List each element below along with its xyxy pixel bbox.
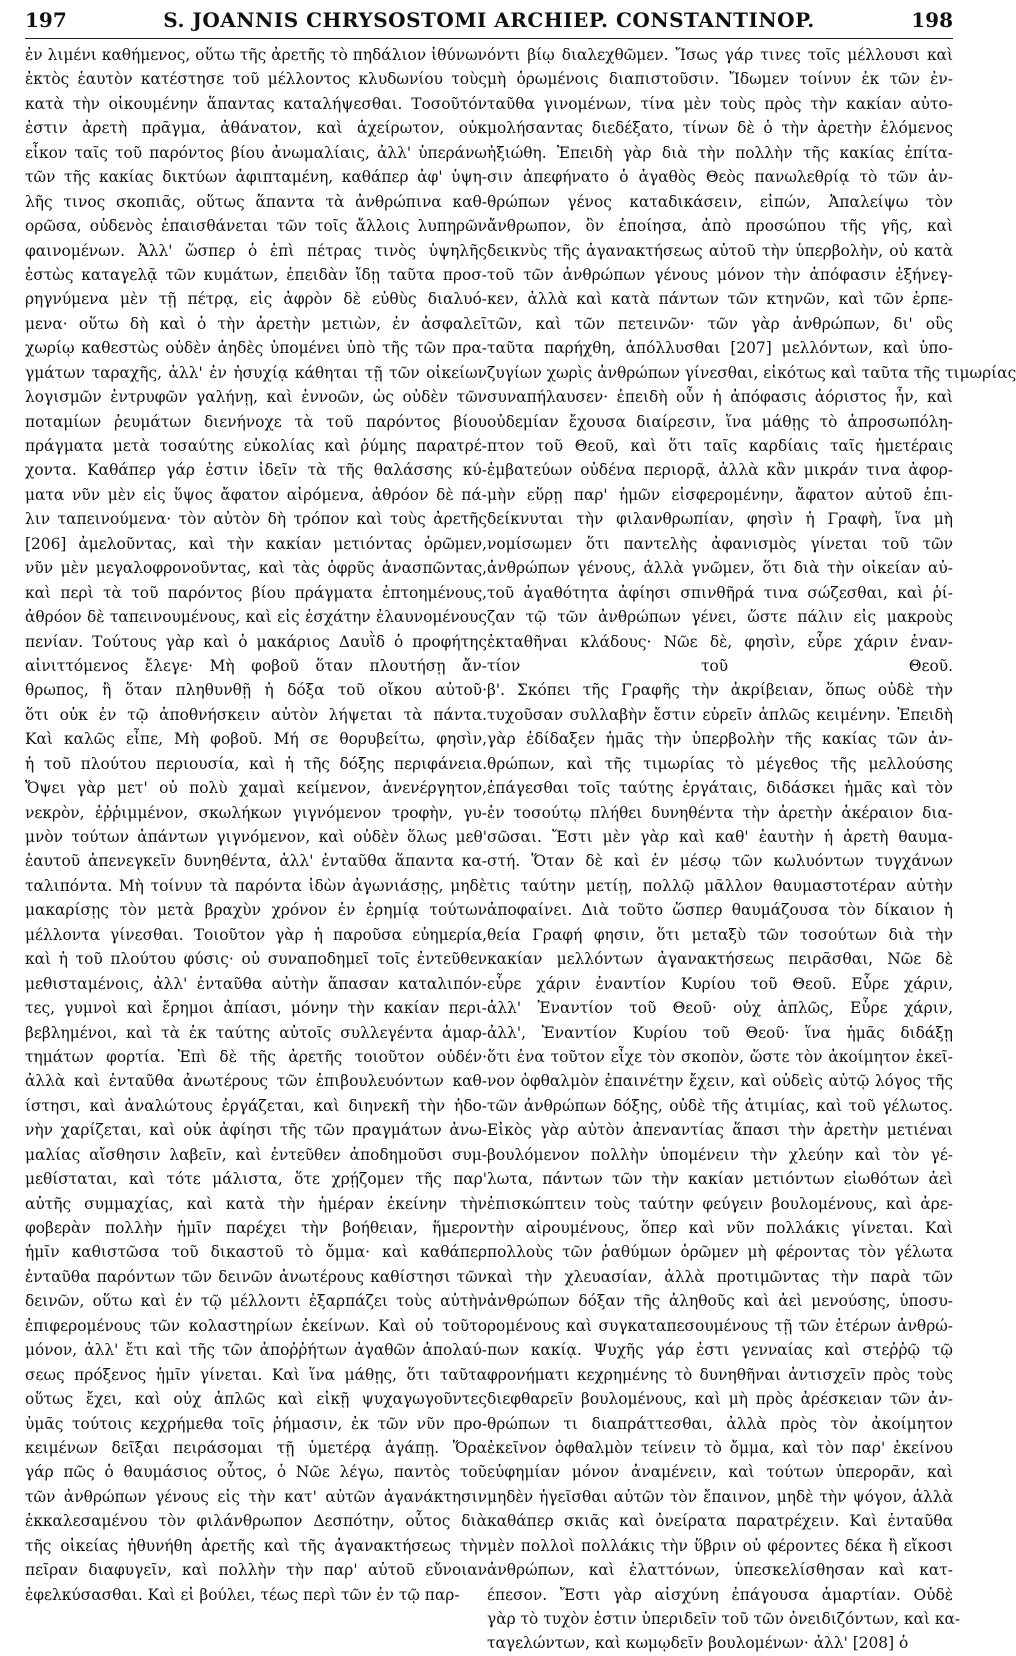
text-line: β'. Σκόπει τῆς Γραφῆς τὴν ἀκρίβειαν, ὅπως οὐδὲ τὴν — [487, 681, 953, 700]
text-line: ἀλλ', Ἐναντίον Κυρίου τοῦ Θεοῦ· ἵνα ἡμᾶς διδάξῃ — [487, 1023, 953, 1042]
text-line: γὰρ τὸ τυχὸν ἐστιν ὑπεριδεῖν τοῦ τῶν ὀνειδιζόντων, καὶ κα- — [487, 1610, 961, 1628]
left-column — [25, 43, 487, 1656]
text-line: θεία Γραφή φησιν, ὅτι μεταξὺ τῶν τοσούτων διὰ τὴν — [487, 925, 953, 944]
text-line: δεινῶν, οὕτω καὶ ἐν τῷ μέλλοντι ἐξαρπάζει τοὺς αὐτὴν — [25, 1292, 487, 1311]
text-line: ἐκεῖνον ὀφθαλμὸν τείνειν τὸ ὄμμα, καὶ τὸν παρ' ἐκείνου — [487, 1438, 953, 1457]
text-line: νὴν χαρίζεται, καὶ οὐκ ἀφίησι τῆς τῶν πραγμάτων ἀνω- — [25, 1121, 487, 1140]
text-line: μαλίας αἴσθησιν λαβεῖν, καὶ ἐντεῦθεν ἀποδημοῦσι συμ- — [25, 1145, 487, 1164]
text-line: ἐφελκύσασθαι. Καὶ εἰ βούλει, τέως περὶ τῶν ἐν τῷ παρ- — [25, 1585, 460, 1604]
text-line: ἐπισκώπτειν τοὺς ταύτην φεύγειν βουλομένους, καὶ ἀρε- — [487, 1194, 953, 1213]
text-line: ίστησι, καὶ ἀναλώτους ἐργάζεται, καὶ διηνεκῆ τὴν ἡδο- — [25, 1096, 487, 1115]
text-line: ορῶσα, οὐδενὸς ἐπαισθάνεται τῶν τοῖς ἄλλοις λυπηρῶν — [25, 217, 487, 236]
text-line: ἠξιώθη. Ἐπειδὴ γὰρ διὰ τὴν πολλὴν τῆς κακίας ἐπίτα- — [487, 143, 953, 162]
text-line: νεκρὸν, ἐῤῥιμμένον, σκωλήκων γιγνόμενον τροφὴν, γυ- — [25, 803, 487, 822]
text-line: μνὸν τούτων ἁπάντων γιγνόμενον, καὶ οὐδὲν ὅλως μεθ' — [25, 828, 487, 846]
text-line: λῆς τινος σκοπιᾶς, οὕτως ἅπαντα τὰ ἀνθρώπινα καθ- — [25, 192, 487, 211]
text-line: ὑμᾶς τούτοις κεχρήμεθα τοῖς ῥήμασιν, ἐκ τῶν νῦν προ- — [25, 1414, 487, 1433]
text-line: ταγελώντων, καὶ κωμῳδεῖν βουλομένων· ἀλλ' [208] ὁ — [487, 1634, 909, 1653]
text-line: Ὄψει γὰρ μετ' οὐ πολὺ χαμαὶ κείμενον, ἀνενέργητον, — [25, 779, 487, 798]
text-line: πων κακίᾳ. Ψυχῆς γάρ ἐστι γενναίας καὶ στεῤῥῷ τῷ — [487, 1341, 953, 1360]
text-line: έπεσον. Ἔστι γὰρ αἰσχύνη ἐπάγουσα ἁμαρτίαν. Οὐδὲ — [487, 1585, 953, 1604]
text-line: θρώπων γένος καταδικάσειν, εἰπών, Ἀπαλείψω τὸν — [487, 192, 953, 211]
text-line: τίον τοῦ Θεοῦ. — [487, 656, 953, 675]
text-line: λιν ταπεινούμενα· τὸν αὐτὸν δὴ τρόπον καὶ τοὺς ἀρετῆς — [25, 510, 487, 529]
text-line: ἐστιν ἀρετὴ πρᾶγμα, ἀθάνατον, καὶ ἀχείρωτον, οὐκ — [25, 119, 487, 138]
text-line: συναπήλαυσεν· ἐπειδὴ οὖν ἡ ἀπόφασις ἀόριστος ἦν, καὶ — [487, 388, 953, 407]
text-line: διεφθαρεῖν βουλομένους, καὶ μὴ πρὸς ἀρέσκειαν τῶν ἀν- — [487, 1390, 953, 1409]
text-line: τῶν τῆς κακίας δικτύων ἀφιπταμένη, καθάπερ ἀφ' ὑψη- — [25, 168, 487, 187]
text-columns — [25, 43, 1016, 1656]
text-line: ἀνθρώπων, καὶ ἐλαττόνων, ὑπεσκελίσθησαν καὶ κατ- — [487, 1561, 953, 1580]
text-line: ἐκτὸς ἑαυτὸν κατέστησε τοῦ μέλλοντος κλυδωνίου τοὺς — [25, 70, 487, 89]
text-line: ταλιπόντα. Μὴ τοίνυν τὰ παρόντα ἰδὼν ἀγωνιάσῃς, μηδὲ — [25, 876, 487, 895]
text-line: τὴν αἱρουμένους, ὅπερ καὶ νῦν πολλάκις γίνεται. Καὶ — [487, 1219, 953, 1237]
text-line: τῶν, καὶ τῶν πετεινῶν· τῶν γὰρ ἀνθρώπων, δι' οὓς — [487, 314, 953, 333]
text-line: ἐμβατεύων οὐδένα περιορᾷ, ἀλλὰ κἂν μικράν τινα ἀφορ- — [487, 461, 953, 480]
text-line: μὲν πολλοὶ πολλάκις τὴν ὕβριν οὐ φέροντες δέκα ἢ εἴκοσι — [487, 1536, 953, 1555]
text-line: καθάπερ σκιᾶς καὶ ὀνείρατα παρατρέχειν. Καὶ ἐνταῦθα — [487, 1512, 953, 1531]
text-line: μεθίσταται, καὶ τότε μάλιστα, ὅτε χρῄζομεν τῆς παρ' — [25, 1170, 487, 1189]
text-line: πράγματα μετὰ τοσαύτης εὐκολίας καὶ ῥύμης παρατρέ- — [25, 437, 487, 455]
text-line: αὐτῆς συμμαχίας, καὶ κατὰ τὴν ἡμέραν ἐκείνην τὴν — [25, 1194, 487, 1213]
text-line: κατὰ τὴν οἰκουμένην ἅπαντας καταλήψεσθαι. Τοσοῦτόν — [25, 94, 487, 113]
text-line: μενα· οὕτω δὴ καὶ ὁ τὴν ἀρετὴν μετιὼν, ἐν ἀσφαλεῖ — [25, 314, 487, 333]
text-line: ζαν τῷ τῶν ἀνθρώπων γένει, ὥστε πάλιν εἰς μακροὺς — [487, 608, 953, 627]
text-line: καὶ περὶ τὰ τοῦ παρόντος βίου πράγματα ἐπτοημένους, — [25, 583, 487, 602]
text-line: κειμένων δεῖξαι πειράσομαι τῇ ὑμετέρᾳ ἀγάπῃ. Ὅρα — [25, 1438, 487, 1457]
text-line: οὐδεμίαν ἔχουσα διαίρεσιν, ἵνα μάθῃς τὸ ἀπροσωπόλη- — [487, 412, 953, 431]
text-line: αἰνιττόμενος ἔλεγε· Μὴ φοβοῦ ὅταν πλουτήσῃ ἄν- — [25, 656, 487, 675]
text-line: ἀλλ' Ἐναντίον τοῦ Θεοῦ· οὐχ ἁπλῶς, Εὗρε χάριν, — [487, 999, 953, 1018]
text-line: νομίσωμεν ὅτι παντελὴς ἀφανισμὸς γίνεται τοῦ τῶν — [487, 534, 953, 553]
text-line: θρώπων τι διαπράττεσθαι, ἀλλὰ πρὸς τὸν ἀκοίμητον — [487, 1414, 953, 1433]
text-line: Καὶ καλῶς εἶπε, Μὴ φοβοῦ. Μή σε θορυβείτω, φησὶν, — [25, 730, 487, 749]
text-line: εἶκον ταῖς τοῦ παρόντος βίου ἀνωμαλίαις, ἀλλ' ὑπεράνω — [25, 143, 487, 162]
text-line: γάρ πῶς ὁ θαυμάσιος οὗτος, ὁ Νῶε λέγω, παντὸς τοῦ — [25, 1463, 487, 1482]
text-line: χωρίῳ καθεστὼς οὐδὲν ἀηδὲς ὑπομένει ὑπὸ τῆς τῶν πρα- — [25, 339, 487, 358]
text-line: ἀθρόον δὲ ταπεινουμένους, καὶ εἰς ἐσχάτην ἐλαυνομένους — [25, 608, 487, 627]
text-line: ταῦθα γινομένων, τίνα μὲν τοὺς πρὸς τὴν κακίαν αὐτο- — [487, 94, 953, 113]
text-line: ἐνταῦθα παρόντων τῶν δεινῶν ἀνωτέρους καθίστησι τῶν — [25, 1267, 487, 1286]
text-line: βουλόμενον πολλὴν ὑπομένειν τὴν χλεύην καὶ τὸν γέ- — [487, 1145, 953, 1164]
text-line: ἑαυτοῦ ἀπενεγκεῖν δυνηθέντα, ἀλλ' ἐνταῦθα ἅπαντα κα- — [25, 852, 487, 871]
text-line: τυχοῦσαν συλλαβὴν ἔστιν εὑρεῖν ἁπλῶς κειμένην. Ἐπειδὴ — [487, 705, 953, 724]
text-line: ρηγνύμενα μὲν τῇ πέτρᾳ, εἰς ἀφρὸν δὲ εὐθὺς διαλυό- — [25, 290, 487, 309]
text-line: ταῦτα παρήχθη, ἀπόλλυσθαι [207] μελλόντων, καὶ ὑπο- — [487, 339, 953, 358]
text-line: μακαρίσῃς τὸν μετὰ βραχὺν χρόνον ἐν ἐρημίᾳ τούτων — [25, 901, 487, 920]
text-line: σῶσαι. Ἔστι μὲν γὰρ καὶ καθ' ἑαυτὴν ἡ ἀρετὴ θαυμα- — [487, 828, 953, 846]
running-header — [25, 8, 953, 39]
text-line: λογισμῶν ἐντρυφῶν γαλήνῃ, καὶ ἐννοῶν, ὡς οὐδὲν τῶν — [25, 388, 487, 407]
page-number-left: 197 — [25, 8, 67, 32]
text-line: κακίαν μελλόντων ἀγανακτήσεως πειρᾶσθαι, Νῶε δὲ — [487, 950, 953, 969]
text-line: ἐπιφερομένους τῶν κολαστηρίων ἐκείνων. Καὶ οὐ τοῦτο — [25, 1316, 487, 1335]
text-line: μὴν εὕρῃ παρ' ἡμῶν εἰσφερομένην, ἄφατον αὐτοῦ ἐπι- — [487, 485, 953, 504]
text-line: γμάτων ταραχῆς, ἀλλ' ἐν ἡσυχίᾳ κάθηται τῇ τῶν οἰκείων — [25, 363, 487, 382]
text-line: εὐφημίαν μόνον ἀναμένειν, καὶ τούτων ὑπερορᾶν, καὶ — [487, 1463, 953, 1482]
text-line: τῆς οἰκείας ἠθυνήθη ἀρετῆς καὶ τῆς ἀγανακτήσεως τὴν — [25, 1536, 487, 1555]
text-line: ὅτι οὐκ ἐν τῷ ἀποθνήσκειν αὐτὸν λήψεται τὰ πάντα. — [25, 705, 487, 724]
text-line: μολήσαντας διεδέξατο, τίνων δὲ ὁ τὴν ἀρετὴν ἑλόμενος — [487, 119, 953, 138]
text-line: [206] ἀμελοῦντας, καὶ τὴν κακίαν μετιόντας ὁρῶμεν, — [25, 534, 487, 553]
text-line: λωτα, πάντων τῶν τὴν κακίαν μετιόντων εἰωθότων ἀεὶ — [487, 1170, 953, 1189]
running-title: S. JOANNIS CHRYSOSTOMI ARCHIEP. CONSTANTINOP. — [163, 8, 815, 32]
text-line: φοβερὰν πολλὴν ἡμῖν παρέχει τὴν βοήθειαν, ἥμερον — [25, 1219, 487, 1237]
text-line: τημάτων φορτία. Ἐπὶ δὲ τῆς ἀρετῆς τοιοῦτον οὐδέν· — [25, 1047, 487, 1066]
text-line: ἡ τοῦ πλούτου περιουσία, καὶ ἡ τῆς δόξης περιφάνεια. — [25, 754, 487, 773]
right-column — [487, 43, 1016, 1656]
text-line: πτον τοῦ Θεοῦ, καὶ ὅτι ταῖς καρδίαις ταῖς ἡμετέραις — [487, 437, 953, 455]
text-line: ἐν τοσούτῳ πλήθει δυνηθέντα τὴν ἀρετὴν ἀκέραιον δια- — [487, 803, 953, 822]
text-line: σιν ἀπεφήνατο ὁ ἀγαθὸς Θεὸς πανωλεθρίᾳ τὸ τῶν ἀν- — [487, 168, 953, 187]
text-line: δείκνυται τὴν φιλανθρωπίαν, φησὶν ἡ Γραφὴ, ἵνα μὴ — [487, 510, 953, 529]
text-line: ἡμῖν καθιστῶσα τοῦ δικαστοῦ τὸ ὄμμα· καὶ καθάπερ — [25, 1243, 487, 1262]
text-line: ἀνθρώπων γένους, ἀλλὰ γνῶμεν, ὅτι διὰ τὴν οἰκείαν αὐ- — [487, 559, 953, 578]
text-line: τες, γυμνοὶ καὶ ἔρημοι ἀπίασι, μόνην τὴν κακίαν περι- — [25, 999, 487, 1018]
page-number-right: 198 — [911, 8, 953, 32]
text-line: γὰρ ἐδίδαξεν ἡμᾶς τὴν ὑπερβολὴν τῆς κακίας τῶν ἀν- — [487, 730, 953, 749]
text-line: πεῖραν διαφυγεῖν, καὶ πολλὴν τὴν παρ' αὐτοῦ εὔνοιαν — [25, 1561, 487, 1580]
text-line: οὕτως ἔχει, καὶ οὐχ ἁπλῶς καὶ εἰκῇ ψυχαγωγοῦντες — [25, 1390, 487, 1409]
text-line: μεθισταμένοις, ἀλλ' ἐνταῦθα αὐτὴν ἅπασαν καταλιπόν- — [25, 974, 487, 993]
text-line: ἀποφαίνει. Διὰ τοῦτο ὥσπερ θαυμάζουσα τὸν δίκαιον ἡ — [487, 901, 953, 920]
text-line: ρομένους καὶ συγκαταπεσουμένους τῇ τῶν ἑτέρων ἀνθρώ- — [487, 1316, 953, 1335]
text-line: όντι βίῳ διαλεχθῶμεν. Ἴσως γάρ τινες τοῖς μέλλουσι καὶ — [487, 46, 953, 64]
text-line: φαινομένων. Ἀλλ' ὥσπερ ὁ ἐπὶ πέτρας τινὸς ὑψηλῆς — [25, 241, 487, 260]
text-line: τις ταύτην μετίῃ, πολλῷ μᾶλλον θαυμαστοτέραν αὐτὴν — [487, 876, 953, 895]
text-line: ἐπάγεσθαι τοῖς ταύτης ἐργάταις, διδάσκει ἡμᾶς καὶ τὸν — [487, 779, 953, 798]
text-line: στή. Ὅταν δὲ καὶ ἐν μέσῳ τῶν κωλυόντων τυγχάνων — [487, 852, 953, 871]
text-line: φρονήματι κεχρημένης τὸ δυνηθῆναι ἀντισχεῖν πρὸς τοὺς — [487, 1365, 953, 1384]
text-line: μόνον, ἀλλ' ἔτι καὶ τῆς τῶν ἀποῤῥήτων ἀγαθῶν ἀπολαύ- — [25, 1341, 487, 1360]
text-line: χοντα. Καθάπερ γάρ ἐστιν ἰδεῖν τὰ τῆς θαλάσσης κύ- — [25, 461, 487, 480]
text-line: δεικνὺς τῆς ἀγανακτήσεως αὐτοῦ τὴν ὑπερβολὴν, οὐ κατὰ — [487, 241, 953, 260]
text-line: καὶ τὴν χλευασίαν, ἀλλὰ προτιμῶντας τὴν παρὰ τῶν — [487, 1267, 953, 1286]
text-line: ἐκταθῆναι κλάδους· Νῶε δὲ, φησὶν, εὗρε χάριν ἐναν- — [487, 632, 953, 651]
text-line: θρώπων, καὶ τῆς τιμωρίας τὸ μέγεθος τῆς μελλούσης — [487, 754, 953, 773]
text-line: ἐκκαλεσαμένου τὸν φιλάνθρωπον Δεσπότην, οὗτος διὰ — [25, 1512, 487, 1531]
text-line: τῶν ἀνθρώπων γένους εἰς τὴν κατ' αὐτῶν ἀγανάκτησιν — [25, 1487, 487, 1506]
text-line: τοῦ τῶν ἀνθρώπων γένους μόνον τὴν ἀπόφασιν ἐξήνεγ- — [487, 265, 953, 284]
text-line: ἑστὼς καταγελᾷ τῶν κυμάτων, ἐπειδὰν ἴδῃ ταῦτα προσ- — [25, 265, 487, 284]
text-line: μηδὲν ἡγεῖσθαι αὐτῶν τὸν ἔπαινον, μηδὲ τὴν ψόγον, ἀλλὰ — [487, 1487, 953, 1506]
text-line: σεως πρόξενος ἡμῖν γίνεται. Καὶ ἵνα μάθῃς, ὅτι ταῦτα — [25, 1365, 487, 1384]
text-line: πενίαν. Τούτους γὰρ καὶ ὁ μακάριος Δαυῒδ ὁ προφήτης — [25, 632, 487, 651]
text-line: νον ὀφθαλμὸν ἐπαινέτην ἔχειν, καὶ οὐδεὶς αὐτῷ λόγος τῆς — [487, 1072, 953, 1091]
text-line: τοῦ ἀγαθότητα ἀφίησι σπινθῆρά τινα σώζεσθαι, καὶ ῥί- — [487, 583, 953, 602]
text-line: ζυγίων χωρὶς ἀνθρώπων γίνεσθαι, εἰκότως καὶ ταῦτα τῆς τιμωρίας — [487, 363, 1016, 382]
text-line: μέλλοντα γίνεσθαι. Τοιοῦτον γὰρ ἡ παροῦσα εὐημερία, — [25, 925, 487, 944]
text-line: βεβλημένοι, καὶ τὰ ἐκ ταύτης αὐτοῖς συλλεγέντα ἁμαρ- — [25, 1023, 487, 1042]
text-line: ματα νῦν μὲν εἰς ὕψος ἄφατον αἰρόμενα, ἀθρόον δὲ πά- — [25, 485, 487, 504]
text-line: κεν, ἀλλὰ καὶ κατὰ πάντων τῶν κτηνῶν, καὶ τῶν ἑρπε- — [487, 290, 953, 309]
text-line: τῶν ἀνθρώπων δόξης, οὐδὲ τῆς ἀτιμίας, καὶ τοῦ γέλωτος. — [487, 1096, 953, 1115]
text-line: Εἰκὸς γὰρ αὐτὸν ἀπεναντίας ἅπασι τὴν ἀρετὴν μετιέναι — [487, 1121, 953, 1140]
text-line: ἀλλὰ καὶ ἐνταῦθα ἀνωτέρους τῶν ἐπιβουλευόντων καθ- — [25, 1072, 487, 1091]
text-line: θρωπος, ἢ ὅταν πληθυνθῇ ἡ δόξα τοῦ οἴκου αὐτοῦ· — [25, 681, 487, 700]
text-line: ποταμίων ῥευμάτων διενήνοχε τὰ τοῦ παρόντος βίου — [25, 412, 487, 431]
text-line: ἐν λιμένι καθήμενος, οὕτω τῆς ἀρετῆς τὸ πηδάλιον ἰθύνων — [25, 46, 487, 64]
text-line: ἄνθρωπον, ὃν ἐποίησα, ἀπὸ προσώπου τῆς γῆς, καὶ — [487, 217, 953, 236]
text-line: μὴ ὁρωμένοις διαπιστοῦσιν. Ἴδωμεν τοίνυν ἐκ τῶν ἐν- — [487, 70, 953, 89]
text-line: νῦν μὲν μεγαλοφρονοῦντας, καὶ τὰς ὀφρῦς ἀνασπῶντας, — [25, 559, 487, 578]
text-line: ὅτι ἐνα τοῦτον εἶχε τὸν σκοπὸν, ὥστε τὸν ἀκοίμητον ἐκεῖ- — [487, 1047, 953, 1066]
text-line: εὗρε χάριν ἐναντίον Κυρίου τοῦ Θεοῦ. Εὗρε χάριν, — [487, 974, 953, 993]
text-line: καὶ ἡ τοῦ πλούτου φύσις· οὐ συναποδημεῖ τοῖς ἐντεῦθεν — [25, 950, 487, 969]
text-line: ἀνθρώπων δόξαν τῆς ἀληθοῦς καὶ ἀεὶ μενούσης, ὑποσυ- — [487, 1292, 953, 1311]
text-line: πολλοὺς τῶν ῥαθύμων ὁρῶμεν μὴ φέροντας τὸν γέλωτα — [487, 1243, 953, 1262]
